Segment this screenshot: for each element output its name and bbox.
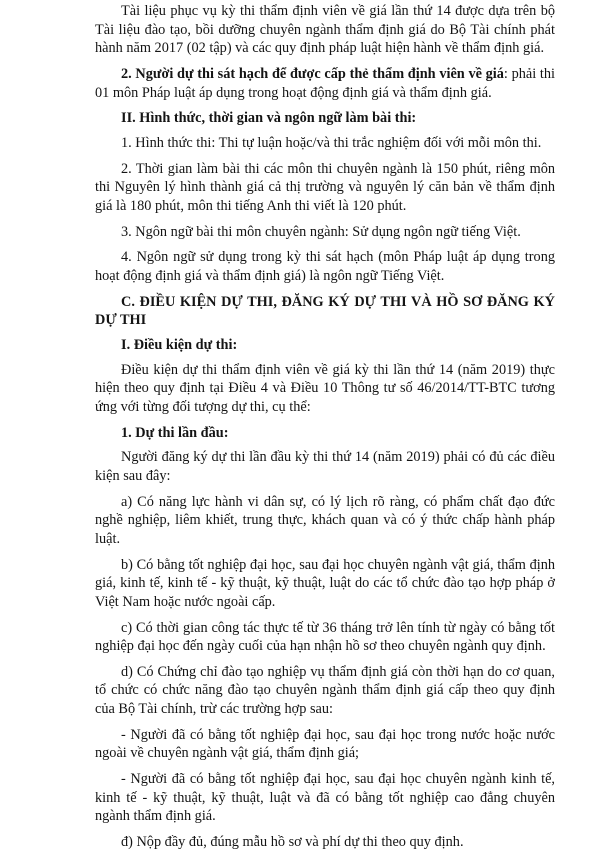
paragraph-condition-b bbox=[95, 556, 555, 612]
paragraph-text: - Người đã có bằng tốt nghiệp đại học, sau đại học trong nước hoặc nước ngoài về chuyên ngành vật giá, thẩm định giá; bbox=[95, 726, 555, 762]
paragraph-text: 1. Hình thức thi: Thi tự luận hoặc/và thi trắc nghiệm đối với mỗi môn thi. bbox=[121, 134, 542, 151]
paragraph-materials bbox=[95, 2, 555, 58]
paragraph-form bbox=[95, 134, 555, 153]
section-heading-text: II. Hình thức, thời gian và ngôn ngữ làm bài thi: bbox=[121, 110, 417, 127]
paragraph-text: d) Có Chứng chỉ đào tạo nghiệp vụ thẩm định giá còn thời hạn do cơ quan, tổ chức có chức năng đào tạo chuyên ngành thẩm định giá cấp theo quy định của Bộ Tài chính, trừ các trường hợp sau: bbox=[95, 663, 555, 718]
paragraph-condition-d bbox=[95, 663, 555, 719]
paragraph-condition-c bbox=[95, 619, 555, 656]
section-heading-text: C. ĐIỀU KIỆN DỰ THI, ĐĂNG KÝ DỰ THI VÀ HỒ SƠ ĐĂNG KÝ DỰ THI bbox=[95, 293, 555, 329]
section-heading-text: I. Điều kiện dự thi: bbox=[121, 337, 238, 354]
paragraph-conditions-intro bbox=[95, 361, 555, 417]
subsection-heading-first-time bbox=[95, 424, 555, 443]
paragraph-exception-1 bbox=[95, 726, 555, 763]
paragraph-text: Điều kiện dự thi thẩm định viên về giá kỳ thi lần thứ 14 (năm 2019) thực hiện theo quy định tại Điều 4 và Điều 10 Thông tư số 46/2014/TT-BTC tương ứng với từng đối tượng dự thi, cụ thể: bbox=[95, 361, 555, 415]
paragraph-text: đ) Nộp đầy đủ, đúng mẫu hồ sơ và phí dự thi theo quy định. bbox=[121, 834, 464, 851]
paragraph-condition-dd bbox=[95, 833, 555, 852]
paragraph-text: b) Có bằng tốt nghiệp đại học, sau đại học chuyên ngành vật giá, thẩm định giá, kinh tế, kinh tế - kỹ thuật, kỹ thuật, luật do các tổ chức đào tạo hợp pháp ở Việt Nam hoặc nước ngoài cấp. bbox=[95, 556, 555, 610]
subsection-heading-text: 1. Dự thi lần đầu: bbox=[121, 424, 229, 441]
paragraph-exception-2 bbox=[95, 770, 555, 826]
paragraph-text: 2. Thời gian làm bài thi các môn thi chuyên ngành là 150 phút, riêng môn thi Nguyên lý hình thành giá cả thị trường và nguyên lý căn bản về thẩm định giá là 180 phút, môn thi tiếng Anh thi viết là 120 phút. bbox=[95, 160, 555, 214]
paragraph-duration bbox=[95, 160, 555, 216]
section-heading-II bbox=[95, 109, 555, 128]
paragraph-language bbox=[95, 223, 555, 242]
paragraph-text: - Người đã có bằng tốt nghiệp đại học, sau đại học chuyên ngành kinh tế, kinh tế - kỹ thuật, kỹ thuật, luật và đã có bằng tốt nghiệp cao đẳng chuyên ngành thẩm định giá. bbox=[95, 771, 555, 825]
paragraph-condition-a bbox=[95, 493, 555, 549]
item-heading: 2. Người dự thi sát hạch để được cấp thẻ thẩm định viên về giá bbox=[121, 65, 504, 82]
paragraph-item-2-candidates bbox=[95, 65, 555, 102]
paragraph-first-time-intro bbox=[95, 448, 555, 485]
paragraph-text: a) Có năng lực hành vi dân sự, có lý lịch rõ ràng, có phẩm chất đạo đức nghề nghiệp, liêm khiết, trung thực, khách quan và có ý thức chấp hành pháp luật. bbox=[95, 493, 555, 547]
paragraph-text: : phải thi 01 môn Pháp luật áp dụng trong hoạt động định giá và thẩm định giá. bbox=[95, 65, 555, 101]
paragraph-text: c) Có thời gian công tác thực tế từ 36 tháng trở lên tính từ ngày có bằng tốt nghiệp đại học đến ngày cuối của hạn nhận hồ sơ theo chuyên ngành quy định. bbox=[95, 619, 555, 655]
paragraph-text: 3. Ngôn ngữ bài thi môn chuyên ngành: Sử dụng ngôn ngữ tiếng Việt. bbox=[121, 223, 521, 240]
section-heading-I bbox=[95, 336, 555, 355]
paragraph-text: Tài liệu phục vụ kỳ thi thẩm định viên về giá lần thứ 14 được dựa trên bộ Tài liệu đào tạo, bồi dưỡng chuyên ngành thẩm định giá do Bộ Tài chính phát hành năm 2017 (02 tập) và các quy định pháp luật hiện hành về thẩm định giá. bbox=[95, 3, 555, 57]
paragraph-language-review bbox=[95, 248, 555, 285]
paragraph-text: Người đăng ký dự thi lần đầu kỳ thi thứ 14 (năm 2019) phải có đủ các điều kiện sau đây: bbox=[95, 449, 555, 484]
section-heading-C bbox=[95, 293, 555, 330]
paragraph-text: 4. Ngôn ngữ sử dụng trong kỳ thi sát hạch (môn Pháp luật áp dụng trong hoạt động định giá và thẩm định giá) là ngôn ngữ Tiếng Việt. bbox=[95, 249, 555, 285]
